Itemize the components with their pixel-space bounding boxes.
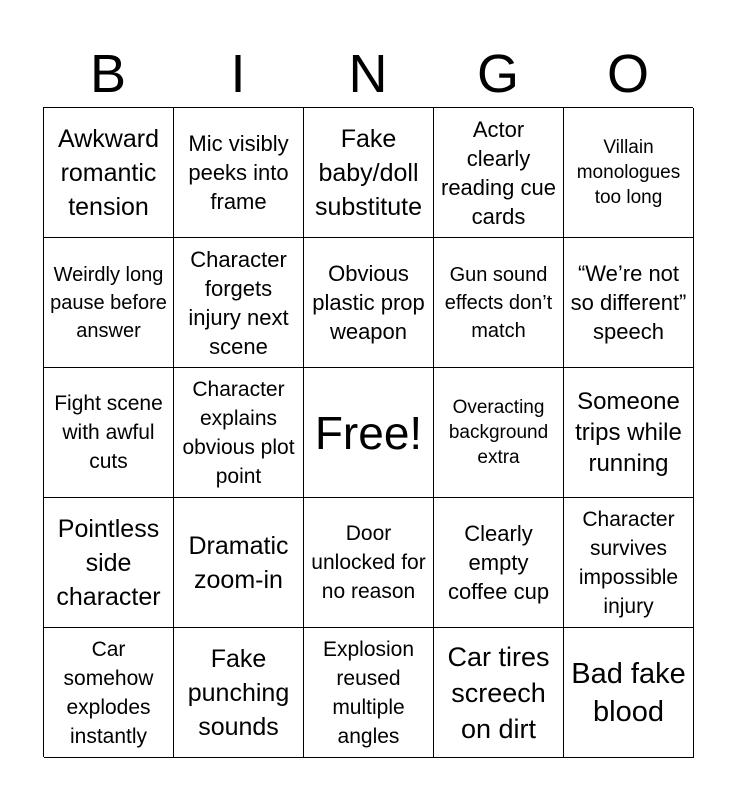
header-letter-i: I bbox=[230, 44, 246, 104]
cell-text: “We’re not so different” speech bbox=[570, 261, 687, 344]
cell-text: Character survives impossible injury bbox=[578, 507, 679, 618]
cell-text: Fight scene with awful cuts bbox=[54, 392, 163, 473]
bingo-cell[interactable] bbox=[564, 108, 694, 238]
cell-text: Obvious plastic prop weapon bbox=[312, 261, 425, 344]
cell-text: Pointless side character bbox=[56, 514, 161, 611]
cell-text: Character explains obvious plot point bbox=[182, 377, 295, 488]
header-letter-o: O bbox=[606, 44, 649, 104]
bingo-cell[interactable] bbox=[304, 498, 434, 628]
header-letter-g: G bbox=[476, 44, 519, 104]
free-space[interactable] bbox=[304, 368, 434, 498]
bingo-cell[interactable] bbox=[174, 498, 304, 628]
bingo-cell[interactable] bbox=[434, 238, 564, 368]
cell-text: Car tires screech on dirt bbox=[447, 641, 550, 744]
cell-text: Character forgets injury next scene bbox=[188, 246, 289, 359]
bingo-cell[interactable] bbox=[304, 628, 434, 758]
bingo-cell[interactable] bbox=[564, 368, 694, 498]
cell-text: Door unlocked for no reason bbox=[311, 522, 426, 603]
bingo-cell[interactable] bbox=[434, 108, 564, 238]
cell-text: Fake baby/doll substitute bbox=[314, 124, 422, 221]
header-letter-n: N bbox=[348, 44, 388, 104]
header-letter-b: B bbox=[89, 44, 127, 104]
bingo-cell[interactable] bbox=[564, 498, 694, 628]
cell-text: Mic visibly peeks into frame bbox=[188, 131, 289, 214]
bingo-cell[interactable] bbox=[434, 628, 564, 758]
cell-text: Awkward romantic tension bbox=[58, 124, 159, 221]
bingo-cell[interactable] bbox=[434, 498, 564, 628]
bingo-cell[interactable] bbox=[304, 238, 434, 368]
bingo-cell[interactable] bbox=[564, 238, 694, 368]
cell-text: Gun sound effects don’t match bbox=[444, 263, 553, 342]
bingo-header bbox=[43, 40, 693, 108]
bingo-cell[interactable] bbox=[174, 368, 304, 498]
cell-text: Fake punching sounds bbox=[187, 644, 290, 741]
cell-text: Weirdly long pause before answer bbox=[50, 263, 167, 342]
bingo-cell[interactable] bbox=[174, 108, 304, 238]
bingo-cell[interactable] bbox=[434, 368, 564, 498]
cell-text: Bad fake blood bbox=[571, 657, 686, 728]
cell-text: Villain monologues too long bbox=[576, 137, 681, 208]
cell-text: Actor clearly reading cue cards bbox=[441, 116, 556, 229]
bingo-cell[interactable] bbox=[44, 628, 174, 758]
bingo-cell[interactable] bbox=[174, 238, 304, 368]
cell-text: Clearly empty coffee cup bbox=[447, 521, 550, 604]
cell-text: Someone trips while running bbox=[575, 388, 682, 477]
bingo-board bbox=[43, 107, 693, 757]
bingo-cell[interactable] bbox=[44, 108, 174, 238]
bingo-cell[interactable] bbox=[44, 368, 174, 498]
bingo-cell[interactable] bbox=[304, 108, 434, 238]
cell-text: Explosion reused multiple angles bbox=[322, 637, 415, 748]
bingo-cell[interactable] bbox=[44, 238, 174, 368]
cell-text: Overacting background extra bbox=[448, 397, 549, 468]
cell-text: Car somehow explodes instantly bbox=[63, 637, 154, 748]
bingo-cell[interactable] bbox=[564, 628, 694, 758]
bingo-cell[interactable] bbox=[174, 628, 304, 758]
bingo-cell[interactable] bbox=[44, 498, 174, 628]
free-space-text: Free! bbox=[314, 406, 423, 459]
cell-text: Dramatic zoom-in bbox=[188, 531, 289, 594]
